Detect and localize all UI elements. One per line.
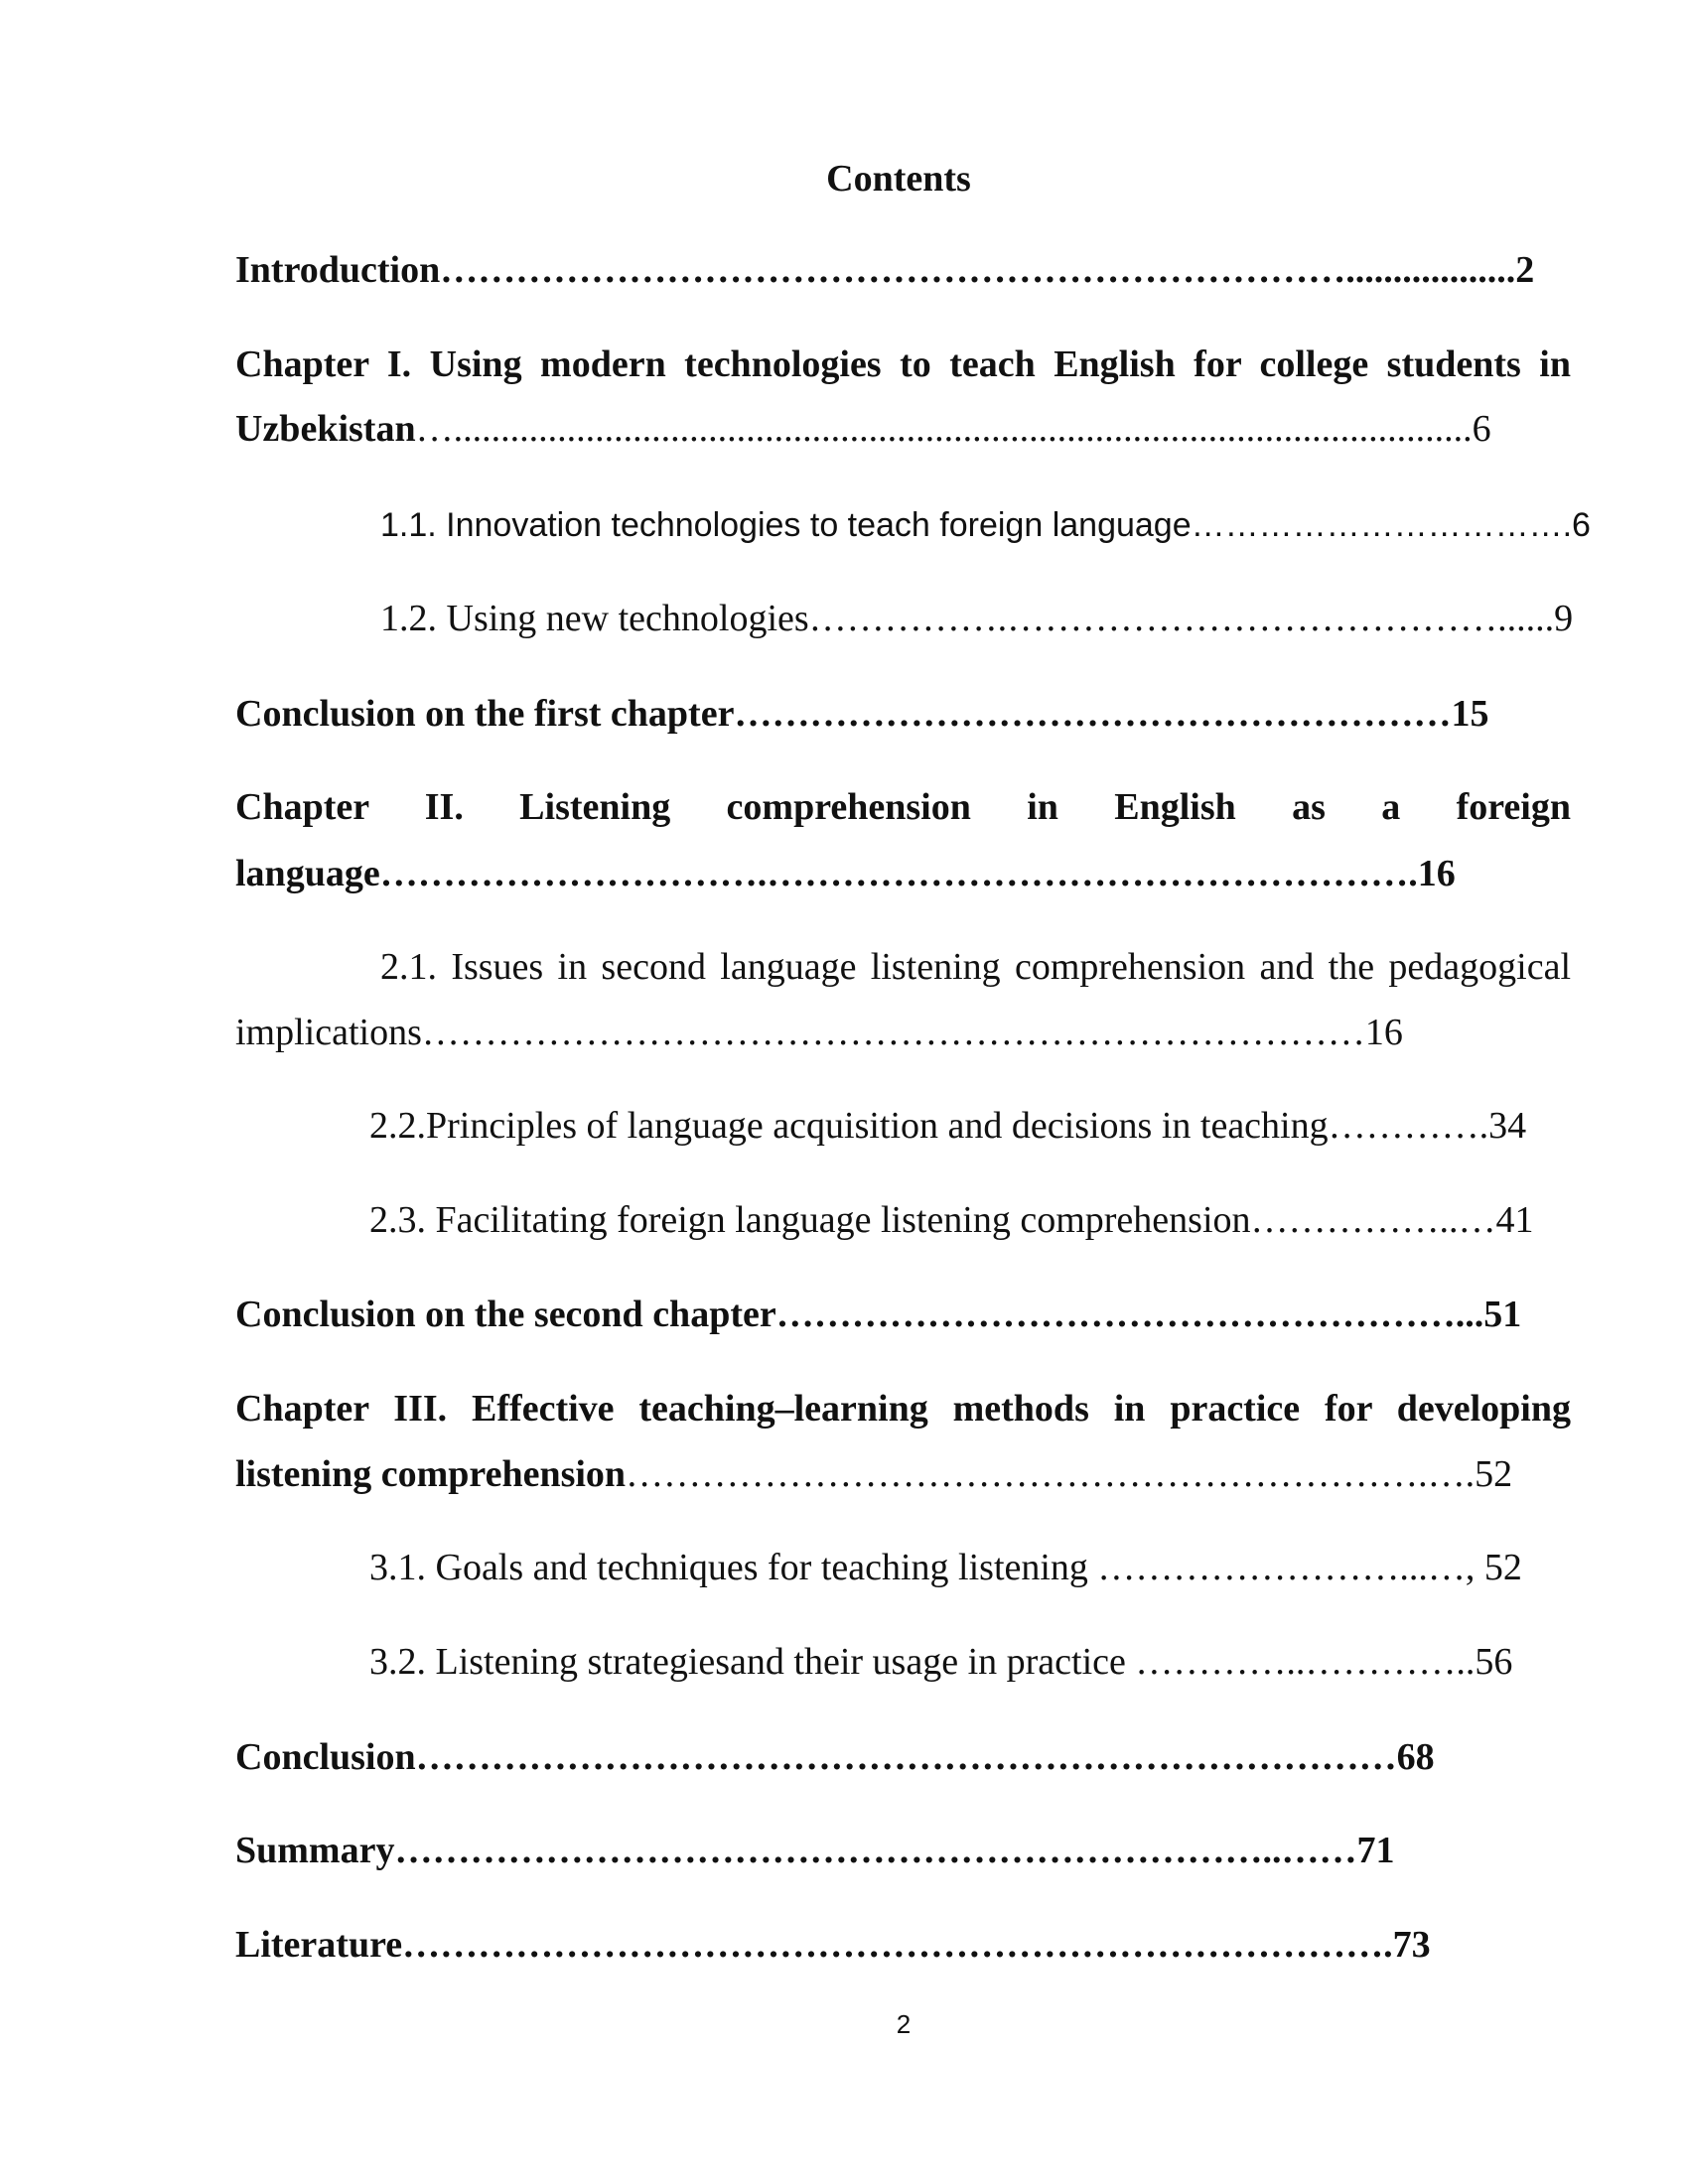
toc-entry-chapter3-title-end: listening comprehension [235, 1453, 627, 1495]
toc-entry-section-2-3: 2.3. Facilitating foreign language listening comprehension……………..…41 [369, 1199, 1534, 1241]
toc-entry-chapter1-leader: …............................................................................................................6 [415, 408, 1491, 450]
toc-entry-chapter2-line2: language………………………….…………………………………………….16 [235, 853, 1456, 894]
toc-entry-conclusion-chapter1: Conclusion on the first chapter…………………………………………………15 [235, 693, 1489, 735]
toc-entry-section-1-1: 1.1. Innovation technologies to teach foreign language…………………………….6 [380, 506, 1591, 544]
toc-entry-section-3-2: 3.2. Listening strategiesand their usage in practice …………..…………..56 [369, 1641, 1513, 1683]
toc-entry-summary: Summary……………………………………………………………..……71 [235, 1830, 1395, 1871]
toc-entry-section-3-1: 3.1. Goals and techniques for teaching listening ……………………...…, 52 [369, 1547, 1522, 1588]
toc-entry-chapter3-line2 [235, 1450, 1571, 1498]
toc-entry-section-2-1-line2: implications…………………………………………………………………16 [235, 1012, 1403, 1053]
page-number: 2 [896, 2009, 912, 2039]
page-title: Contents [826, 158, 971, 200]
toc-entry-conclusion: Conclusion……………………………………………………………………68 [235, 1736, 1435, 1778]
toc-entry-section-1-2: 1.2. Using new technologies…………….…………………………………......9 [380, 598, 1574, 639]
toc-entry-chapter3-leader: ……………………………………………………….….52 [626, 1453, 1513, 1495]
toc-entry-section-2-1-line1: 2.1. Issues in second language listening comprehension and the pedagogical [380, 946, 1571, 988]
toc-entry-section-2-2: 2.2.Principles of language acquisition and decisions in teaching………….34 [369, 1105, 1527, 1147]
toc-entry-chapter1-line2 [235, 405, 1571, 453]
toc-entry-chapter3-line1: Chapter III. Effective teaching–learning methods in practice for developing [235, 1388, 1571, 1430]
toc-entry-chapter2-line1: Chapter II. Listening comprehension in English as a foreign [235, 786, 1571, 828]
toc-entry-conclusion-chapter2: Conclusion on the second chapter………………………………………………...51 [235, 1294, 1522, 1335]
toc-entry-literature: Literature…………………………………………………………………….73 [235, 1924, 1431, 1966]
toc-entry-chapter1-line1: Chapter I. Using modern technologies to teach English for college students in [235, 343, 1571, 385]
toc-entry-chapter1-country: Uzbekistan [235, 408, 416, 450]
toc-entry-introduction: Introduction………………………………………………………………..................2 [235, 249, 1535, 291]
